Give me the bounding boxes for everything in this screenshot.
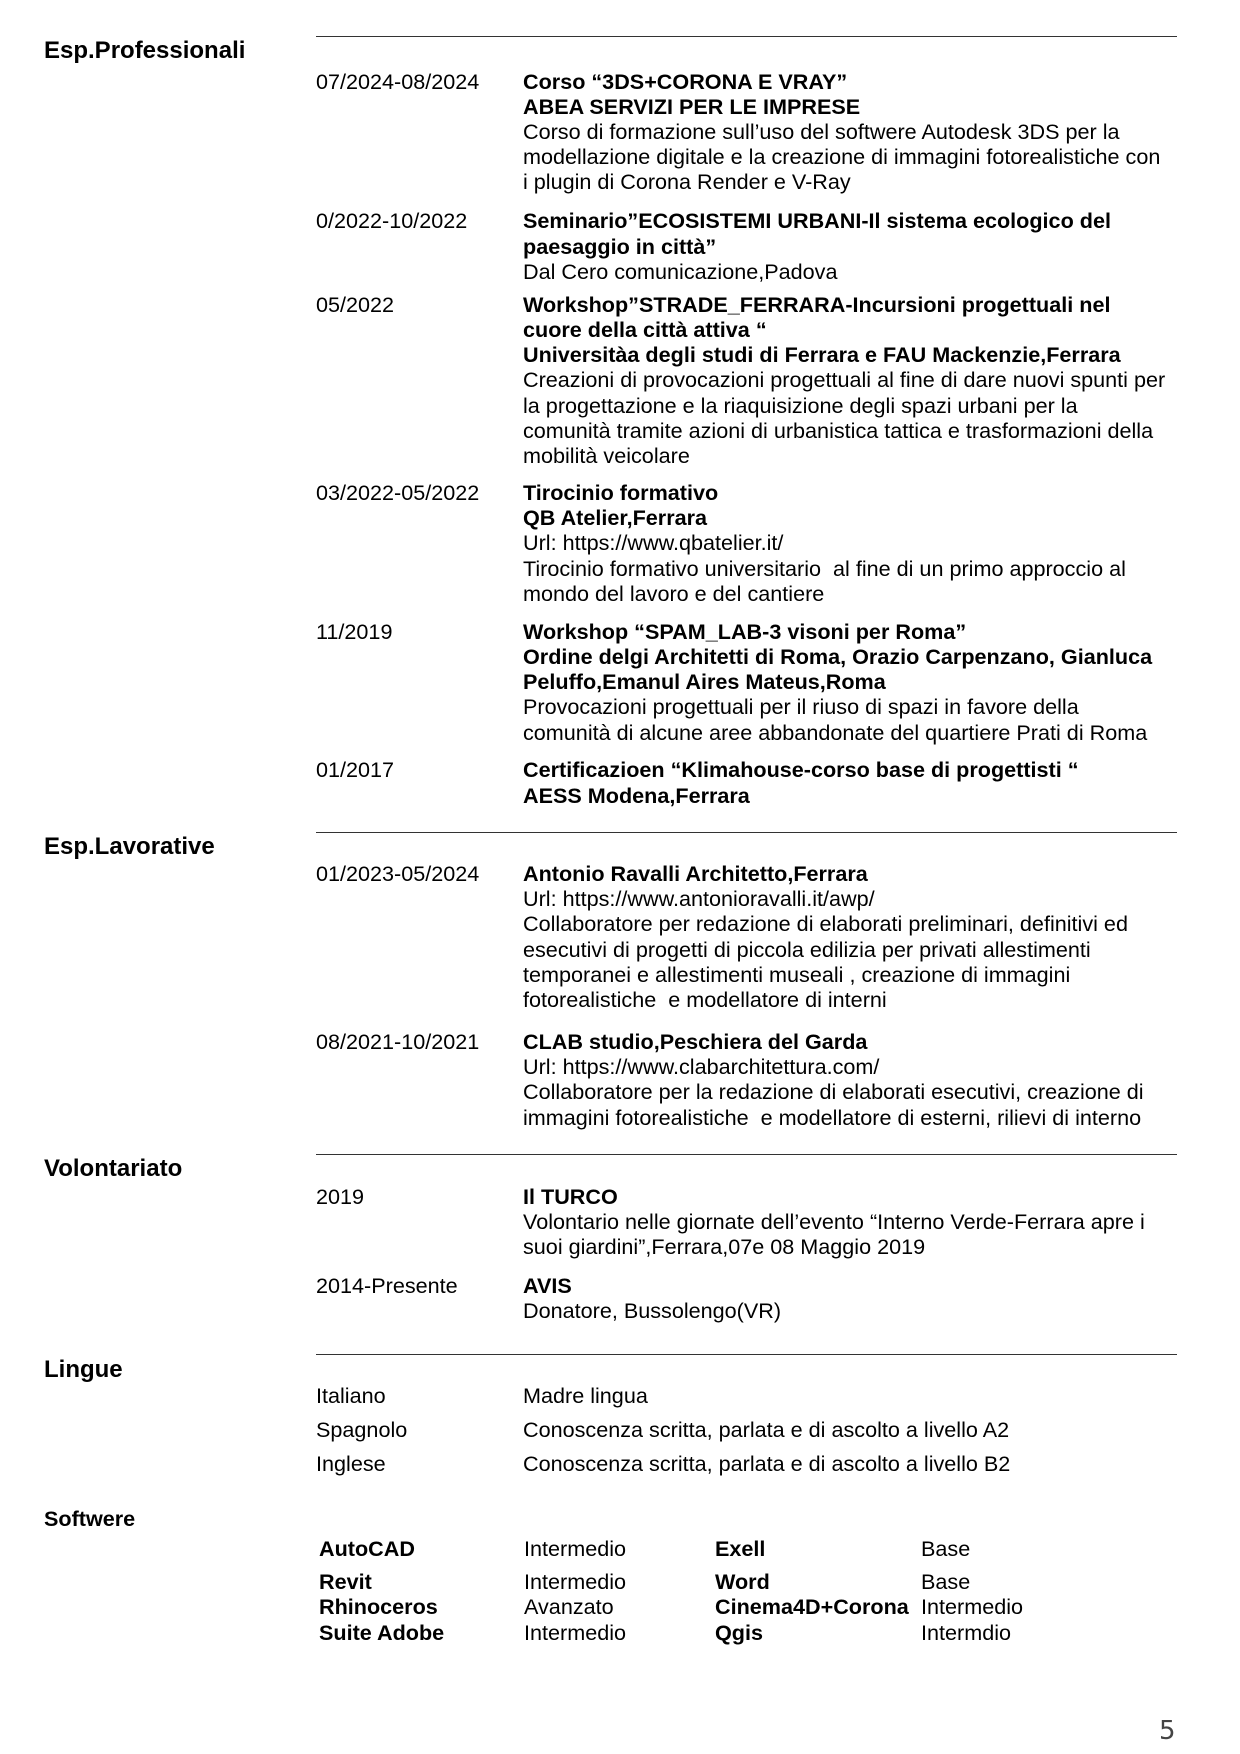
entry-text: la progettazione e la riaquisizione degli spazi urbani per la bbox=[523, 392, 1078, 418]
section-divider bbox=[316, 36, 1177, 37]
entry-date: 11/2019 bbox=[316, 618, 393, 644]
page-number: 5 bbox=[1159, 1716, 1176, 1746]
entry-date: 07/2024-08/2024 bbox=[316, 68, 480, 94]
entry-text: suoi giardini”,Ferrara,07e 08 Maggio 2019 bbox=[523, 1233, 926, 1259]
software-name: Cinema4D+Corona bbox=[715, 1593, 909, 1619]
entry-text: mondo del lavoro e del cantiere bbox=[523, 580, 825, 606]
entry-content bbox=[523, 757, 1079, 807]
entry-text: comunità di alcune aree abbandonate del quartiere Prati di Roma bbox=[523, 719, 1148, 745]
entry-url: Url: https://www.qbatelier.it/ bbox=[523, 530, 784, 556]
software-name: Revit bbox=[319, 1569, 372, 1594]
entry-heading: AVIS bbox=[523, 1272, 572, 1298]
software-level: Intermedio bbox=[524, 1619, 627, 1645]
language-row bbox=[0, 1451, 1240, 1476]
entry-content bbox=[523, 861, 1128, 1012]
entry-text: Collaboratore per la redazione di elaborati esecutivi, creazione di bbox=[523, 1079, 1144, 1105]
section-divider bbox=[316, 1354, 1177, 1355]
section-divider bbox=[316, 832, 1177, 833]
entry-heading: cuore della città attiva “ bbox=[523, 317, 767, 342]
entry-content bbox=[523, 1184, 1145, 1260]
software-name: Word bbox=[715, 1569, 770, 1594]
entry-text: mobilità veicolare bbox=[523, 443, 690, 469]
entry-text: immagini fotorealistiche e modellatore di esterni, rilievi di interno bbox=[523, 1104, 1142, 1130]
software-name: Exell bbox=[715, 1536, 766, 1562]
entry-heading: paesaggio in città” bbox=[523, 233, 717, 259]
entry-date: 01/2017 bbox=[316, 757, 395, 783]
language-row bbox=[0, 1383, 1240, 1408]
software-row bbox=[0, 1594, 1240, 1619]
entry-text: Volontario nelle giornate dell’evento “Interno Verde-Ferrara apre i bbox=[523, 1208, 1145, 1234]
section-title-languages: Lingue bbox=[44, 1355, 123, 1383]
entry-content bbox=[523, 1029, 1144, 1130]
entry-text: esecutivi di progetti di piccola edilizia per privati allestimenti bbox=[523, 936, 1091, 962]
software-row bbox=[0, 1620, 1240, 1645]
software-name: Rhinoceros bbox=[319, 1593, 438, 1619]
entry-text: Donatore, Bussolengo(VR) bbox=[523, 1297, 782, 1323]
entry-heading: Antonio Ravalli Architetto,Ferrara bbox=[523, 861, 868, 886]
section-title-work: Esp.Lavorative bbox=[44, 832, 215, 860]
entry-text: Collaboratore per redazione di elaborati preliminari, definitivi ed bbox=[523, 911, 1128, 937]
software-name: Qgis bbox=[715, 1619, 763, 1645]
entry-date: 08/2021-10/2021 bbox=[316, 1029, 480, 1054]
section-title-professional: Esp.Professionali bbox=[44, 37, 246, 64]
section-title-software: Softwere bbox=[44, 1506, 136, 1531]
language-name: Spagnolo bbox=[316, 1416, 408, 1442]
entry-heading: AESS Modena,Ferrara bbox=[523, 782, 750, 808]
entry-content bbox=[523, 619, 1152, 745]
software-level: Avanzato bbox=[524, 1593, 614, 1619]
entry-heading: Seminario”ECOSISTEMI URBANI-Il sistema ecologico del bbox=[523, 208, 1111, 234]
language-name: Inglese bbox=[316, 1450, 386, 1476]
entry-heading: Tirocinio formativo bbox=[523, 480, 719, 505]
entry-content bbox=[523, 480, 1126, 606]
software-level: Base bbox=[921, 1569, 971, 1594]
entry-text: i plugin di Corona Render e V-Ray bbox=[523, 169, 851, 195]
entry-text: comunità tramite azioni di urbanistica tattica e trasformazioni della bbox=[523, 417, 1154, 443]
entry-heading: Universitàa degli studi di Ferrara e FAU Mackenzie,Ferrara bbox=[523, 342, 1121, 368]
entry-text: temporanei e allestimenti museali , creazione di immagini bbox=[523, 961, 1071, 987]
entry-heading: Workshop”STRADE_FERRARA-Incursioni progettuali nel bbox=[523, 291, 1111, 317]
software-level: Intermedio bbox=[524, 1569, 627, 1594]
entry-date: 2014-Presente bbox=[316, 1272, 458, 1298]
entry-heading: Certificazioen “Klimahouse-corso base di progettisti “ bbox=[523, 757, 1079, 783]
entry-text: modellazione digitale e la creazione di immagini fotorealistiche con bbox=[523, 144, 1161, 170]
software-row bbox=[0, 1569, 1240, 1594]
entry-heading: Corso “3DS+CORONA E VRAY” bbox=[523, 68, 848, 94]
entry-content bbox=[523, 69, 1160, 195]
entry-heading: Workshop “SPAM_LAB-3 visoni per Roma” bbox=[523, 618, 967, 644]
entry-content bbox=[523, 1273, 781, 1323]
entry-url: Url: https://www.antonioravalli.it/awp/ bbox=[523, 886, 875, 912]
software-name: Suite Adobe bbox=[319, 1619, 445, 1645]
software-level: Base bbox=[921, 1536, 971, 1562]
language-level: Madre lingua bbox=[523, 1383, 648, 1408]
entry-heading: CLAB studio,Peschiera del Garda bbox=[523, 1029, 868, 1054]
entry-date: 01/2023-05/2024 bbox=[316, 861, 480, 886]
software-row bbox=[0, 1536, 1240, 1561]
entry-text: Dal Cero comunicazione,Padova bbox=[523, 258, 838, 284]
language-level: Conoscenza scritta, parlata e di ascolto a livello B2 bbox=[523, 1450, 1011, 1476]
language-level: Conoscenza scritta, parlata e di ascolto a livello A2 bbox=[523, 1416, 1010, 1442]
software-name: AutoCAD bbox=[319, 1536, 415, 1562]
entry-text: Provocazioni progettuali per il riuso di spazi in favore della bbox=[523, 694, 1079, 720]
entry-text: Tirocinio formativo universitario al fine di un primo approccio al bbox=[523, 555, 1126, 581]
section-divider bbox=[316, 1154, 1177, 1155]
entry-text: Creazioni di provocazioni progettuali al fine di dare nuovi spunti per bbox=[523, 367, 1166, 393]
entry-heading: QB Atelier,Ferrara bbox=[523, 505, 708, 531]
entry-heading: Peluffo,Emanul Aires Mateus,Roma bbox=[523, 669, 886, 695]
entry-date: 2019 bbox=[316, 1183, 365, 1209]
entry-date: 03/2022-05/2022 bbox=[316, 480, 480, 505]
language-row bbox=[0, 1417, 1240, 1442]
entry-heading: Ordine delgi Architetti di Roma, Orazio Carpenzano, Gianluca bbox=[523, 643, 1153, 669]
entry-content bbox=[523, 208, 1111, 284]
entry-url: Url: https://www.clabarchitettura.com/ bbox=[523, 1054, 880, 1080]
entry-date: 05/2022 bbox=[316, 291, 395, 317]
entry-text: fotorealistiche e modellatore di interni bbox=[523, 987, 887, 1013]
language-name: Italiano bbox=[316, 1383, 386, 1408]
entry-text: Corso di formazione sull’uso del softwere Autodesk 3DS per la bbox=[523, 119, 1120, 144]
software-level: Intermdio bbox=[921, 1619, 1012, 1645]
entry-content bbox=[523, 292, 1165, 468]
entry-heading: ABEA SERVIZI PER LE IMPRESE bbox=[523, 93, 861, 119]
entry-heading: Il TURCO bbox=[523, 1183, 618, 1209]
section-title-volunteering: Volontariato bbox=[44, 1155, 183, 1182]
entry-date: 0/2022-10/2022 bbox=[316, 208, 468, 234]
software-level: Intermedio bbox=[524, 1536, 627, 1562]
software-level: Intermedio bbox=[921, 1593, 1024, 1619]
